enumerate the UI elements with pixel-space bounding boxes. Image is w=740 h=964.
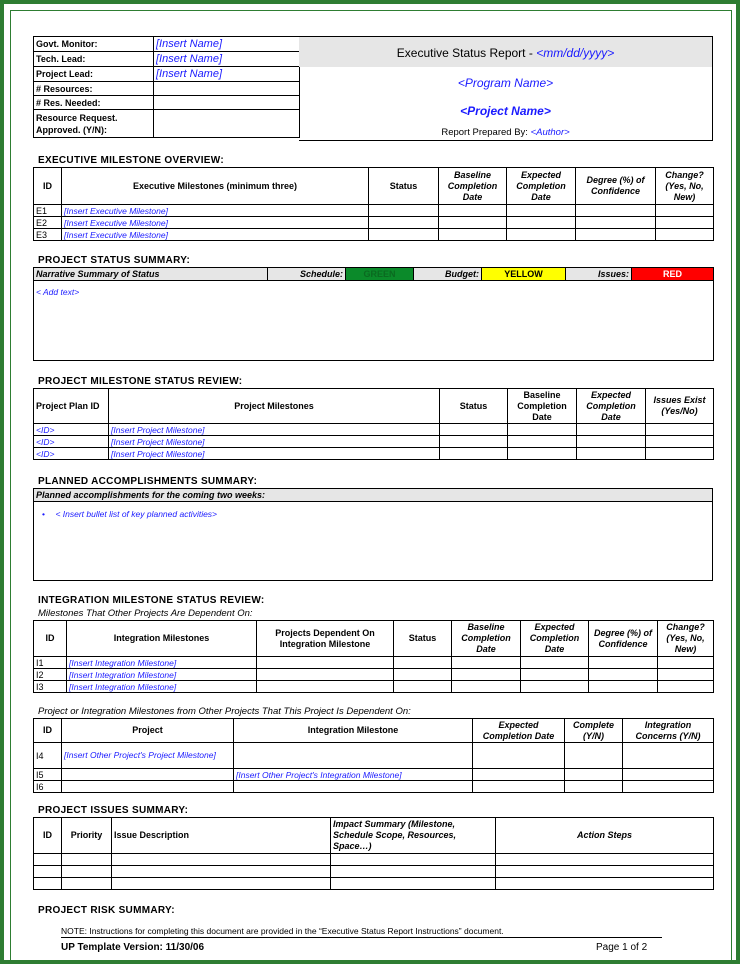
col-confidence: Degree (%) of Confidence [576,168,656,205]
report-title-box [299,36,713,141]
table-row [34,878,714,890]
col-id: ID [34,168,62,205]
row-id: I5 [34,769,62,781]
footer-divider [61,937,662,938]
row-milestone[interactable] [234,743,473,769]
row-id: I3 [34,681,67,693]
col-status: Status [369,168,439,205]
col-integration-milestone: Integration Milestone [234,719,473,743]
row-id: I1 [34,657,67,669]
table-row [34,866,714,878]
col-expected: Expected Completion Date [473,719,565,743]
row-milestone[interactable]: [Insert Other Project's Integration Milestone] [234,769,473,781]
col-complete: Complete (Y/N) [565,719,623,743]
col-project-milestones: Project Milestones [109,389,440,424]
col-issue-description: Issue Description [112,818,331,854]
footer-note: NOTE: Instructions for completing this document are provided in the “Executive Status Report Instructions” document. [61,926,504,936]
table-row [34,769,714,781]
row-project[interactable] [62,769,234,781]
status-narrative[interactable]: < Add text> [36,287,80,297]
table-row [34,781,714,793]
integration-sub1: Milestones That Other Projects Are Dependent On: [38,608,253,619]
value-project-lead[interactable]: [Insert Name] [154,67,300,82]
col-expected: Expected Completion Date [507,168,576,205]
value-res-needed[interactable] [154,96,300,110]
col-id: ID [34,621,67,657]
integration-table-2 [33,718,714,793]
prepared-by-label: Report Prepared By: [441,127,531,138]
table-row [34,217,714,229]
table-row [34,743,714,769]
table-row [34,424,714,436]
label-resources: # Resources: [34,82,154,96]
row-id: I6 [34,781,62,793]
planned-label: Planned accomplishments for the coming two weeks: [34,489,713,502]
value-tech-lead[interactable]: [Insert Name] [154,52,300,67]
col-integration-milestones: Integration Milestones [67,621,257,657]
row-milestone[interactable] [234,781,473,793]
integration-sub2: Project or Integration Milestones from Other Projects That This Project Is Dependent On: [38,706,411,717]
label-govt-monitor: Govt. Monitor: [34,37,154,52]
value-resource-request[interactable] [154,110,300,138]
label-tech-lead: Tech. Lead: [34,52,154,67]
label-res-needed: # Res. Needed: [34,96,154,110]
col-status: Status [440,389,508,424]
row-id[interactable]: <ID> [34,448,109,460]
table-row [34,669,714,681]
col-id: ID [34,818,62,854]
col-baseline: Baseline Completion Date [452,621,521,657]
author-name[interactable]: <Author> [530,127,570,138]
integration-heading: INTEGRATION MILESTONE STATUS REVIEW: [38,595,265,606]
col-impact-summary: Impact Summary (Milestone, Schedule Scope, Resources, Space…) [331,818,496,854]
col-id: ID [34,719,62,743]
row-id: E3 [34,229,62,241]
row-id: I4 [34,743,62,769]
row-milestone[interactable]: [Insert Integration Milestone] [67,657,257,669]
table-row [34,436,714,448]
exec-milestone-table [33,167,714,241]
col-action-steps: Action Steps [496,818,714,854]
row-milestone[interactable]: [Insert Integration Milestone] [67,669,257,681]
footer-version: UP Template Version: 11/30/06 [61,942,205,953]
row-project[interactable]: [Insert Other Project's Project Milestone] [62,743,234,769]
col-status: Status [394,621,452,657]
col-issues-exist: Issues Exist (Yes/No) [646,389,714,424]
row-project[interactable] [62,781,234,793]
row-id: E2 [34,217,62,229]
report-date[interactable]: <mm/dd/yyyy> [536,46,615,60]
label-resource-request: Resource Request. Approved. (Y/N): [34,110,154,138]
schedule-status[interactable]: GREEN [346,268,414,281]
integration-table-1 [33,620,714,693]
budget-status[interactable]: YELLOW [482,268,566,281]
row-milestone[interactable]: [Insert Integration Milestone] [67,681,257,693]
footer-page: Page 1 of 2 [596,942,648,953]
project-name[interactable]: <Project Name> [460,104,551,118]
col-project: Project [62,719,234,743]
bullet-icon: • [42,509,45,519]
col-expected: Expected Completion Date [577,389,646,424]
col-baseline: Baseline Completion Date [508,389,577,424]
table-row [34,681,714,693]
issues-status[interactable]: RED [632,268,714,281]
issues-heading: PROJECT ISSUES SUMMARY: [38,805,189,816]
row-milestone[interactable]: [Insert Project Milestone] [109,448,440,460]
status-summary-table [33,267,714,361]
planned-heading: PLANNED ACCOMPLISHMENTS SUMMARY: [38,476,258,487]
exec-milestone-heading: EXECUTIVE MILESTONE OVERVIEW: [38,155,224,166]
col-baseline: Baseline Completion Date [439,168,507,205]
table-row [34,205,714,217]
row-id: I2 [34,669,67,681]
risk-heading: PROJECT RISK SUMMARY: [38,905,175,916]
col-concerns: Integration Concerns (Y/N) [623,719,714,743]
col-change: Change? (Yes, No, New) [656,168,714,205]
col-priority: Priority [62,818,112,854]
row-milestone[interactable]: [Insert Executive Milestone] [62,229,369,241]
value-resources[interactable] [154,82,300,96]
label-project-lead: Project Lead: [34,67,154,82]
narrative-label: Narrative Summary of Status [34,268,268,281]
col-expected: Expected Completion Date [521,621,589,657]
status-summary-heading: PROJECT STATUS SUMMARY: [38,255,191,266]
col-change: Change? (Yes, No, New) [658,621,714,657]
col-dependent-projects: Projects Dependent On Integration Milestone [257,621,394,657]
col-plan-id: Project Plan ID [34,389,109,424]
row-id[interactable]: <ID> [34,436,109,448]
row-milestone[interactable]: [Insert Executive Milestone] [62,217,369,229]
row-id[interactable]: <ID> [34,424,109,436]
project-milestone-heading: PROJECT MILESTONE STATUS REVIEW: [38,376,243,387]
planned-bullet[interactable]: < Insert bullet list of key planned activities> [55,509,218,519]
budget-label: Budget: [414,268,482,281]
table-row [34,229,714,241]
table-row [34,657,714,669]
issues-table [33,817,714,890]
issues-label: Issues: [566,268,632,281]
row-milestone[interactable]: [Insert Executive Milestone] [62,205,369,217]
row-milestone[interactable]: [Insert Project Milestone] [109,436,440,448]
planned-table [33,488,713,581]
row-milestone[interactable]: [Insert Project Milestone] [109,424,440,436]
program-name[interactable]: <Program Name> [457,76,554,90]
header-info-table [33,36,300,138]
col-confidence: Degree (%) of Confidence [589,621,658,657]
schedule-label: Schedule: [268,268,346,281]
report-title: Executive Status Report - [396,46,537,60]
project-milestone-table [33,388,714,460]
row-id: E1 [34,205,62,217]
col-exec-milestones: Executive Milestones (minimum three) [62,168,369,205]
table-row [34,448,714,460]
table-row [34,854,714,866]
value-govt-monitor[interactable]: [Insert Name] [154,37,300,52]
